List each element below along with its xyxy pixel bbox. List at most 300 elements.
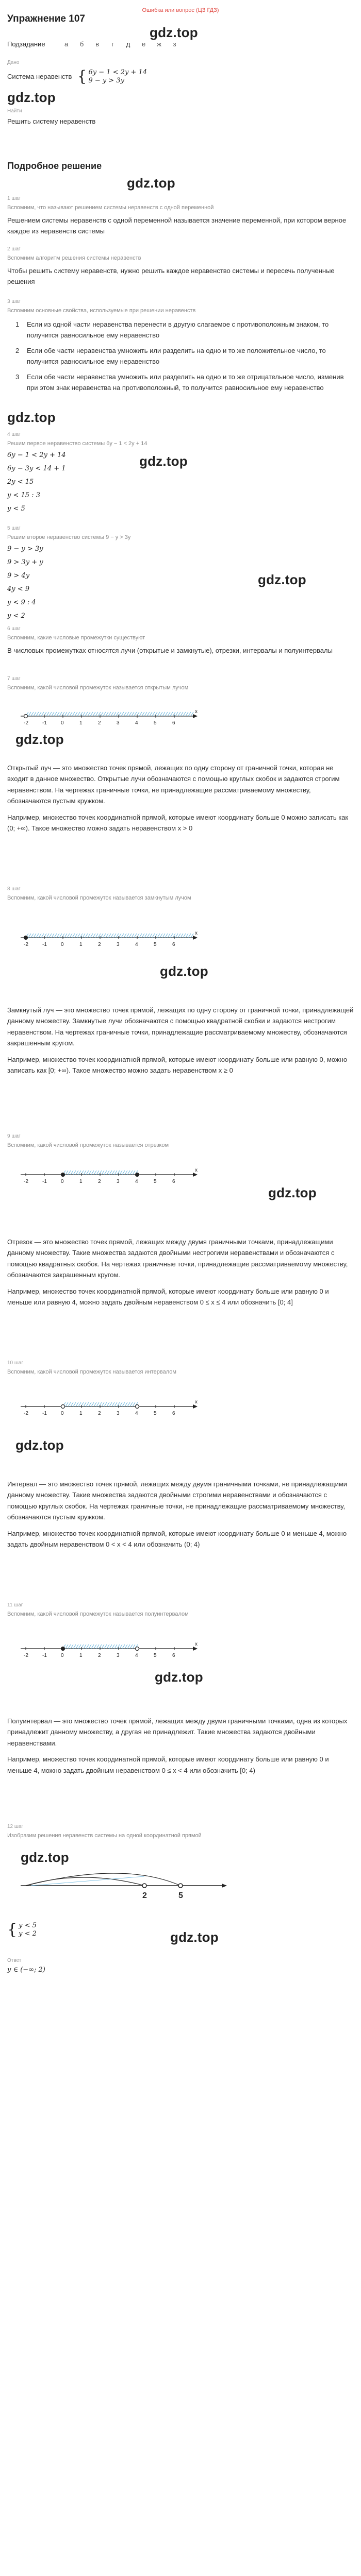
- hatch-mark: [116, 934, 119, 938]
- open-ray-text-2: Например, множество точек координатной прямой, которые имеют координату больше 0 можно записать как (0; +∞). Такое множество можно задать неравенством x > 0: [7, 813, 349, 833]
- hatch-mark: [84, 1171, 86, 1175]
- step-9: [7, 1133, 354, 1148]
- number-line-interval: [21, 1391, 217, 1422]
- brace-icon: {: [77, 67, 87, 86]
- hatch-mark: [76, 1171, 78, 1175]
- eq-line: y < 9 : 4: [7, 599, 36, 606]
- tick-label: 5: [154, 1653, 157, 1658]
- hatch-mark: [114, 1645, 117, 1649]
- closed-ray-definition: [7, 1005, 354, 1076]
- step-6-text: В числовых промежутках относятся лучи (открытые и замкнутые), отрезки, интервалы и полуинтервалы: [7, 647, 333, 654]
- hatch-mark: [73, 1171, 76, 1175]
- point-label-a: 2: [142, 1891, 147, 1900]
- hatch-mark: [86, 1645, 89, 1649]
- tick-label: -1: [42, 720, 47, 726]
- halfinterval-text-2: Например, множество точек координатной прямой, которые имеют координату больше или равную 0 и меньше 4, можно задать двойным неравенством 0 ≤ x < 4 или обозначить [0; 4): [7, 1755, 329, 1774]
- step-2: [7, 246, 354, 287]
- hatch-mark: [147, 712, 150, 716]
- hatch-mark: [168, 934, 170, 938]
- hatch-mark: [112, 1171, 114, 1175]
- hatch-mark: [71, 1645, 73, 1649]
- tick-label: 4: [135, 1179, 138, 1184]
- open-point: [24, 715, 28, 718]
- hatch-mark: [162, 934, 165, 938]
- hatch-mark: [120, 1645, 122, 1649]
- hatch-mark: [96, 1402, 99, 1406]
- hatch-mark: [175, 934, 178, 938]
- tick-label: -1: [42, 942, 47, 947]
- tick-label: 3: [117, 1179, 120, 1184]
- given-tag: Дано: [7, 60, 20, 65]
- hatch-mark: [67, 712, 70, 716]
- segment-definition: [7, 1236, 354, 1308]
- tick-label: 3: [117, 720, 120, 726]
- halfinterval-definition: [7, 1716, 354, 1776]
- step-6: [7, 626, 354, 656]
- hatch-mark: [72, 712, 75, 716]
- hatch-mark: [114, 1402, 117, 1406]
- hatch-mark: [108, 712, 111, 716]
- step-8-tag: 8 шаг: [7, 886, 21, 892]
- step-6-tag: 6 шаг: [7, 626, 21, 632]
- hatch-mark: [180, 934, 183, 938]
- hatch-mark: [157, 934, 160, 938]
- hatch-mark: [139, 712, 142, 716]
- hatch-mark: [91, 1171, 94, 1175]
- hatch-mark: [165, 934, 168, 938]
- hatch-mark: [31, 712, 34, 716]
- hatch-mark: [46, 712, 49, 716]
- hatch-mark: [94, 1645, 96, 1649]
- hatch-mark: [133, 1645, 135, 1649]
- hatch-mark: [107, 1171, 109, 1175]
- step-3: [7, 299, 354, 398]
- given-line-2: 9 − y > 3y: [88, 77, 125, 84]
- closed-point: [24, 936, 28, 940]
- hatch-mark: [126, 712, 129, 716]
- hatch-mark: [83, 934, 85, 938]
- subtask-d[interactable]: д: [126, 40, 130, 48]
- tick-label: 1: [79, 1411, 83, 1416]
- step-7-hint: Вспомним, какой числовой промежуток называется открытым лучом: [7, 685, 189, 691]
- tick-label: -1: [42, 1411, 47, 1416]
- subtask-label: Подзадание: [7, 40, 45, 48]
- hatch-mark: [41, 934, 44, 938]
- hatch-mark: [89, 1171, 91, 1175]
- tick-label: 1: [79, 1653, 83, 1658]
- answer-tag: Ответ: [7, 1958, 22, 1963]
- hatch-mark: [111, 934, 113, 938]
- subtask-e[interactable]: е: [141, 40, 146, 48]
- step-3-hint: Вспомним основные свойства, используемые при решении неравенств: [7, 308, 196, 314]
- open-point: [136, 1405, 139, 1409]
- closed-point: [61, 1647, 65, 1651]
- tick-label: 0: [61, 942, 64, 947]
- watermark: gdz.top: [155, 1669, 203, 1685]
- hatch-mark: [104, 1402, 107, 1406]
- subtask-g[interactable]: г: [111, 40, 114, 48]
- hatch-mark: [101, 934, 103, 938]
- hatch-mark: [36, 934, 39, 938]
- hatch-mark: [70, 934, 72, 938]
- watermark: gdz.top: [21, 1850, 69, 1865]
- hatch-mark: [111, 712, 113, 716]
- hatch-mark: [186, 712, 188, 716]
- closed-ray-text-1: Замкнутый луч — это множество точек прямой, лежащих по одну сторону от граничной точки, принадлежащей данному множеству. Замкнутые лучи обозначаются с помощью квадратной скобки и задаются нестрогим неравенством. На чертежах граничные точки, принадлежащие рассматриваемому множеству, обозначаются закрашенным кругом.: [7, 1006, 354, 1047]
- tick-label: 2: [98, 1179, 101, 1184]
- hatch-mark: [83, 712, 85, 716]
- hatch-mark: [77, 712, 80, 716]
- hatch-mark: [150, 712, 152, 716]
- hatch-mark: [122, 1402, 125, 1406]
- hatch-mark: [122, 1645, 125, 1649]
- axis-letter: x: [195, 709, 198, 715]
- hatch-mark: [152, 712, 155, 716]
- watermark: gdz.top: [160, 963, 208, 979]
- hatch-mark: [180, 712, 183, 716]
- hatch-mark: [147, 934, 150, 938]
- hatch-mark: [89, 1645, 91, 1649]
- closed-point: [136, 1173, 139, 1177]
- hatch-mark: [142, 934, 144, 938]
- step-10: [7, 1360, 354, 1375]
- tick-label: 6: [172, 1653, 175, 1658]
- subtask-b[interactable]: б: [79, 40, 84, 48]
- step-5-tag: 5 шаг: [7, 526, 21, 531]
- hatch-mark: [31, 934, 34, 938]
- axis-letter: x: [195, 1399, 198, 1405]
- hatch-mark: [116, 712, 119, 716]
- hatch-mark: [36, 712, 39, 716]
- hatch-mark: [94, 1402, 96, 1406]
- hatch-mark: [65, 1171, 68, 1175]
- hatch-mark: [102, 1171, 104, 1175]
- hatch-mark: [78, 1645, 81, 1649]
- find-tag: Найти: [7, 108, 22, 114]
- hatch-mark: [49, 712, 52, 716]
- tick-label: 2: [98, 720, 101, 726]
- step-8-hint: Вспомним, какой числовой промежуток называется замкнутым лучом: [7, 895, 191, 901]
- eq-line: 6y − 3y < 14 + 1: [7, 465, 66, 472]
- hatch-mark: [160, 712, 162, 716]
- subtask-z[interactable]: з: [173, 40, 176, 48]
- hatch-mark: [130, 1645, 133, 1649]
- watermark: gdz.top: [258, 572, 306, 587]
- tick-label: 4: [135, 720, 138, 726]
- hatch-mark: [41, 712, 44, 716]
- tick-label: 6: [172, 1411, 175, 1416]
- tick-label: -1: [42, 1653, 47, 1658]
- step-11: [7, 1602, 354, 1617]
- hatch-mark: [112, 1402, 114, 1406]
- hatch-mark: [85, 712, 88, 716]
- tick-label: 1: [79, 1179, 83, 1184]
- eq-line: 9 > 3y + y: [7, 558, 43, 566]
- segment-text-2: Например, множество точек координатной прямой, которые имеют координату больше или равную 0 и меньше или равную 4, можно задать двойным неравенством 0 ≤ x ≤ 4 или обозначить [0; 4]: [7, 1287, 329, 1307]
- step-6-hint: Вспомним, какие числовые промежутки существуют: [7, 635, 145, 641]
- axis-letter: x: [195, 1167, 198, 1173]
- hatch-mark: [101, 712, 103, 716]
- hatch-mark: [102, 1402, 104, 1406]
- hatch-mark: [132, 712, 134, 716]
- hatch-mark: [65, 1645, 68, 1649]
- tick-label: -1: [42, 1179, 47, 1184]
- watermark: gdz.top: [139, 453, 188, 469]
- arrow-icon: [222, 1884, 227, 1888]
- system-label: Система неравенств: [7, 72, 72, 80]
- hatch-mark: [178, 934, 180, 938]
- hatch-mark: [72, 934, 75, 938]
- hatch-mark: [134, 712, 137, 716]
- hatch-mark: [39, 934, 41, 938]
- tick-label: 0: [61, 720, 64, 726]
- step-8: [7, 886, 354, 901]
- hatch-mark: [94, 1171, 96, 1175]
- brace-icon: {: [7, 1920, 18, 1939]
- report-link[interactable]: Ошибка или вопрос (ЦЗ ГДЗ): [142, 7, 219, 13]
- step-9-hint: Вспомним, какой числовой промежуток называется отрезком: [7, 1142, 169, 1148]
- hatch-mark: [70, 712, 72, 716]
- hatch-mark: [84, 1402, 86, 1406]
- axis-letter: x: [195, 930, 198, 936]
- properties-list: [7, 319, 354, 394]
- hatch-mark: [77, 934, 80, 938]
- hatch-mark: [121, 934, 124, 938]
- hatch-mark: [54, 712, 57, 716]
- hatch-mark: [170, 712, 173, 716]
- page-title: Упражнение 107: [7, 13, 85, 24]
- hatch-mark: [52, 712, 54, 716]
- interval-definition: [7, 1479, 354, 1550]
- hatch-mark: [109, 1645, 112, 1649]
- subtask-selector: [7, 40, 183, 48]
- hatch-mark: [113, 934, 116, 938]
- tick-label: 6: [172, 942, 175, 947]
- hatch-mark: [34, 712, 36, 716]
- hatch-mark: [95, 712, 98, 716]
- step-4-hint: Решим первое неравенство системы 6y − 1 < 2y + 14: [7, 440, 147, 447]
- tick-label: 0: [61, 1653, 64, 1658]
- tick-label: 2: [98, 1411, 101, 1416]
- eq-line: 9 − y > 3y: [7, 545, 43, 553]
- hatch-mark: [64, 712, 67, 716]
- eq-line: 6y − 1 < 2y + 14: [7, 451, 66, 459]
- step-2-text: Чтобы решить систему неравенств, нужно решить каждое неравенство системы и пересечь полученные решения: [7, 267, 335, 286]
- answer-section: [7, 1958, 354, 1973]
- hatch-mark: [126, 934, 129, 938]
- hatch-mark: [39, 712, 41, 716]
- open-ray-text-1: Открытый луч — это множество точек прямой, лежащих по одну сторону от граничной точки, которая не входит в данное множество. Открытые лучи обозначаются с помощью круглых скобок и задаются строгим неравенством. На чертежах граничные точки, не принадлежащие рассматриваемому множеству, обозначаются пустым кружком.: [7, 764, 340, 805]
- step-1-tag: 1 шаг: [7, 196, 21, 201]
- hatch-mark: [162, 712, 165, 716]
- hatch-mark: [144, 712, 147, 716]
- step-4: [7, 432, 354, 512]
- tick-label: 4: [135, 1653, 138, 1658]
- step-7-tag: 7 шаг: [7, 676, 21, 682]
- tick-label: 6: [172, 1179, 175, 1184]
- hatch-mark: [91, 1402, 94, 1406]
- subtask-zh[interactable]: ж: [157, 40, 161, 48]
- hatch-mark: [68, 1645, 71, 1649]
- hatch-mark: [96, 1645, 99, 1649]
- watermark: gdz.top: [7, 410, 56, 425]
- eq-line: 9 > 4y: [7, 572, 30, 580]
- hatch-mark: [134, 934, 137, 938]
- eq-line: 4y < 9: [7, 585, 30, 593]
- hatch-mark: [106, 934, 108, 938]
- hatch-mark: [119, 712, 121, 716]
- hatch-mark: [86, 1402, 89, 1406]
- hatch-mark: [108, 934, 111, 938]
- hatch-mark: [133, 1402, 135, 1406]
- eq-line: 2y < 15: [7, 478, 34, 486]
- halfinterval-text-1: Полуинтервал — это множество точек прямой, лежащих между двумя граничными точками, одна из которых принадлежит данному множеству, а другая не принадлежит. Такие множества задаются двойными неравенствами.: [7, 1717, 348, 1747]
- step-11-hint: Вспомним, какой числовой промежуток называется полуинтервалом: [7, 1611, 189, 1617]
- given-system: [77, 69, 147, 84]
- hatch-mark: [57, 934, 59, 938]
- hatch-mark: [103, 712, 106, 716]
- hatch-mark: [88, 934, 90, 938]
- hatch-mark: [90, 934, 93, 938]
- hatch-mark: [28, 712, 31, 716]
- given-section: [7, 60, 354, 84]
- tick-label: -2: [24, 1411, 28, 1416]
- hatch-mark: [93, 712, 95, 716]
- hatch-mark: [152, 934, 155, 938]
- number-line-closed-ray: [21, 922, 217, 953]
- subtask-a[interactable]: а: [64, 40, 69, 48]
- hatch-mark: [59, 934, 62, 938]
- hatch-mark: [129, 934, 132, 938]
- eq-line: y < 15 : 3: [7, 492, 40, 499]
- hatch-mark: [139, 934, 142, 938]
- hatch-mark: [71, 1402, 73, 1406]
- tick-label: 4: [135, 1411, 138, 1416]
- hatch-mark: [125, 1645, 127, 1649]
- hatch-mark: [102, 1645, 104, 1649]
- hatch-mark: [142, 712, 144, 716]
- tick-label: -2: [24, 1179, 28, 1184]
- hatch-mark: [46, 934, 49, 938]
- hatch-mark: [107, 1402, 109, 1406]
- hatch-mark: [90, 712, 93, 716]
- tick-label: -2: [24, 720, 28, 726]
- list-item: 1 Если из одной части неравенства перенести в другую слагаемое с противоположным знаком, то получится равносильное ему неравенство: [15, 320, 329, 340]
- interval-text-1: Интервал — это множество точек прямой, лежащих между двумя граничными точками, не принадлежащими данному множеству. Такие множества задаются двойными строгими неравенствами и обозначаются с помощью круглых скобок. На чертежах граничные точки, не принадлежащие рассматриваемому множеству, обозначаются пустым кружком.: [7, 1480, 348, 1521]
- watermark: gdz.top: [15, 732, 64, 747]
- step-1-hint: Вспомним, что называют решением системы неравенств с одной переменной: [7, 205, 214, 211]
- hatch-mark: [28, 934, 31, 938]
- eq-line: y < 2: [7, 612, 25, 620]
- step-4-tag: 4 шаг: [7, 432, 21, 437]
- step-2-hint: Вспомним алгоритм решения системы неравенств: [7, 255, 141, 261]
- hatch-mark: [107, 1645, 109, 1649]
- watermark: gdz.top: [268, 1185, 317, 1200]
- tick-label: -2: [24, 1653, 28, 1658]
- point-label-b: 5: [178, 1891, 183, 1900]
- axis-arrow-icon: [193, 1404, 198, 1409]
- hatch-mark: [175, 712, 178, 716]
- open-point: [136, 1647, 139, 1651]
- tick-label: 1: [79, 720, 83, 726]
- number-line-halfinterval: [21, 1633, 217, 1664]
- eq-line: y < 5: [7, 505, 25, 513]
- subtask-v[interactable]: в: [95, 40, 100, 48]
- tick-label: 3: [117, 1653, 120, 1658]
- hatch-mark: [188, 934, 191, 938]
- hatch-mark: [57, 712, 59, 716]
- hatch-mark: [188, 712, 191, 716]
- list-item: 3 Если обе части неравенства умножить или разделить на одно и то же отрицательное число, изменив при этом знак неравенства на противоположный, то получится равносильное ему неравенство: [15, 372, 344, 392]
- hatch-mark: [86, 1171, 89, 1175]
- hatch-mark: [170, 934, 173, 938]
- hatch-mark: [119, 934, 121, 938]
- solution-title: Подробное решение: [7, 161, 102, 171]
- hatch-mark: [71, 1171, 73, 1175]
- step-11-tag: 11 шаг: [7, 1602, 23, 1608]
- tick-label: 0: [61, 1179, 64, 1184]
- hatch-mark: [91, 1645, 94, 1649]
- interval-text-2: Например, множество точек координатной прямой, которые имеют координату больше 0 и меньше 4, можно задать двойным неравенством 0 < x < 4 или обозначить (0; 4): [7, 1529, 347, 1549]
- hatch-mark: [85, 934, 88, 938]
- tick-label: 3: [117, 1411, 120, 1416]
- axis-arrow-icon: [193, 714, 198, 718]
- solution-header: [7, 161, 354, 172]
- hatch-mark: [120, 1402, 122, 1406]
- axis-arrow-icon: [193, 936, 198, 940]
- step-12-hint: Изобразим решения неравенств системы на одной координатной прямой: [7, 1833, 202, 1839]
- hatch-mark: [183, 934, 186, 938]
- tick-label: 6: [172, 720, 175, 726]
- hatch-mark: [165, 712, 168, 716]
- hatch-mark: [78, 1171, 81, 1175]
- hatch-mark: [109, 1402, 112, 1406]
- hatch-mark: [64, 934, 67, 938]
- axis-arrow-icon: [193, 1647, 198, 1651]
- number-line-open-ray: [21, 701, 217, 732]
- hatch-mark: [133, 1171, 135, 1175]
- hatch-mark: [84, 1645, 86, 1649]
- result-line-2: y < 2: [19, 1930, 37, 1938]
- step-7: [7, 676, 354, 691]
- tick-label: 5: [154, 720, 157, 726]
- hatch-mark: [76, 1402, 78, 1406]
- hatch-mark: [73, 1402, 76, 1406]
- step-5-hint: Решим второе неравенство системы 9 − y > 3y: [7, 534, 131, 540]
- given-line-1: 6y − 1 < 2y + 14: [88, 69, 147, 76]
- step-10-hint: Вспомним, какой числовой промежуток называется интервалом: [7, 1369, 176, 1375]
- hatch-mark: [124, 712, 126, 716]
- hatch-mark: [52, 934, 54, 938]
- hatch-mark: [104, 1645, 107, 1649]
- hatch-mark: [96, 1171, 99, 1175]
- hatch-mark: [120, 1171, 122, 1175]
- tick-label: 4: [135, 942, 138, 947]
- watermark: gdz.top: [7, 90, 56, 105]
- hatch-mark: [49, 934, 52, 938]
- hatch-mark: [113, 712, 116, 716]
- hatch-mark: [75, 934, 77, 938]
- hatch-mark: [124, 934, 126, 938]
- hatch-mark: [125, 1402, 127, 1406]
- axis-letter: x: [195, 1641, 198, 1647]
- tick-label: 2: [98, 942, 101, 947]
- list-item: 2 Если обе части неравенства умножить или разделить на одно и то же положительное число, то получится равносильное ему неравенство: [15, 346, 326, 366]
- hatch-mark: [112, 1645, 114, 1649]
- hatch-mark: [125, 1171, 127, 1175]
- result-line-1: y < 5: [19, 1922, 37, 1929]
- axis-arrow-icon: [193, 1173, 198, 1177]
